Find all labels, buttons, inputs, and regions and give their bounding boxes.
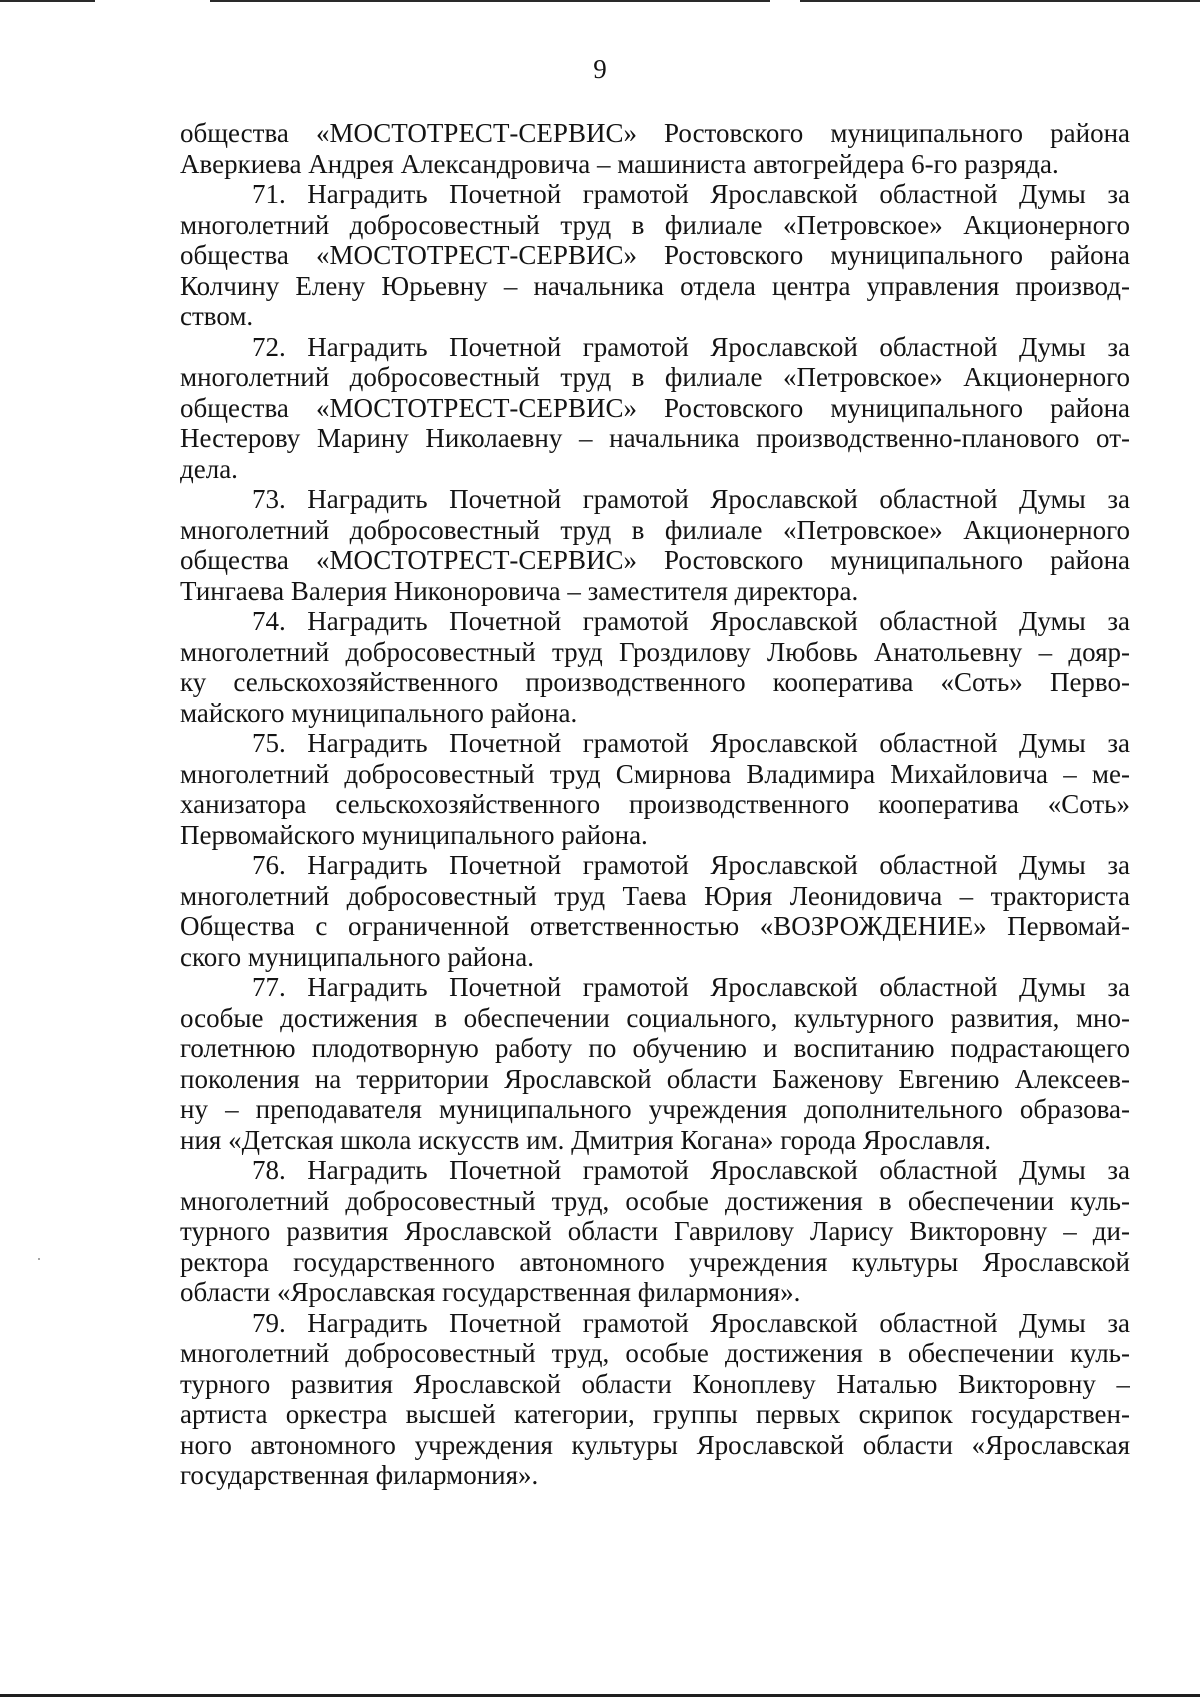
text-line: многолетний добросовестный труд в филиале «Петровское» Акционерного [180,362,1130,392]
scan-speck [38,1258,40,1260]
text-line: особые достижения в обеспечении социального, культурного развития, мно- [180,1002,1130,1033]
text-line: многолетний добросовестный труд, особые достижения в обеспечении куль- [180,1338,1130,1368]
text-line: ханизатора сельскохозяйственного производственного кооператива «Соть» [180,789,1130,819]
text-line: 78. Наградить Почетной грамотой Ярославской областной Думы за [252,1155,1130,1185]
text-line: турного развития Ярославской области Гаврилову Ларису Викторовну – ди- [180,1216,1130,1246]
text-line: 71. Наградить Почетной грамотой Ярославской областной Думы за [252,179,1130,209]
text-line: Общества с ограниченной ответственностью «ВОЗРОЖДЕНИЕ» Первомай- [180,911,1130,941]
text-line: 72. Наградить Почетной грамотой Ярославской областной Думы за [252,331,1130,362]
text-line: ректора государственного автономного учреждения культуры Ярославской [180,1246,1130,1277]
text-line: майского муниципального района. [180,697,578,728]
text-line: Нестерову Марину Николаевну – начальника производственно-планового от- [180,423,1130,453]
document-body [180,118,1130,1491]
page-number: 9 [593,54,607,84]
paragraph [180,118,1130,179]
paragraph [180,179,1130,332]
text-line: Колчину Елену Юрьевну – начальника отдела центра управления производ- [180,270,1130,301]
text-line: 76. Наградить Почетной грамотой Ярославской областной Думы за [252,850,1130,880]
text-line: дела. [180,453,238,484]
text-line: государственная филармония». [180,1460,539,1490]
paragraph [180,1155,1130,1308]
paragraph [180,1308,1130,1491]
text-line: общества «МОСТОТРЕСТ-СЕРВИС» Ростовского муниципального района [180,118,1130,148]
text-line: Тингаева Валерия Никоноровича – заместителя директора. [180,575,859,606]
text-line: многолетний добросовестный труд Смирнова Владимира Михайловича – ме- [180,758,1130,789]
text-line: 73. Наградить Почетной грамотой Ярославской областной Думы за [252,484,1130,514]
text-line: многолетний добросовестный труд в филиале «Петровское» Акционерного [180,209,1130,240]
text-line: голетнюю плодотворную работу по обучению и воспитанию подрастающего [180,1033,1130,1063]
text-line: ку сельскохозяйственного производственного кооператива «Соть» Перво- [180,667,1130,697]
paragraph [180,850,1130,972]
scan-edge-top-mid [210,0,770,2]
text-line: ством. [180,301,254,331]
text-line: 75. Наградить Почетной грамотой Ярославской областной Думы за [252,728,1130,758]
text-line: многолетний добросовестный труд Таева Юрия Леонидовича – тракториста [180,880,1130,911]
text-line: 79. Наградить Почетной грамотой Ярославской областной Думы за [252,1307,1130,1338]
text-line: артиста оркестра высшей категории, группы первых скрипок государствен- [180,1399,1130,1429]
paragraph [180,332,1130,485]
text-line: многолетний добросовестный труд Гроздилову Любовь Анатольевну – дояр- [180,636,1130,667]
paragraph [180,972,1130,1155]
text-line: поколения на территории Ярославской области Баженову Евгению Алексеев- [180,1063,1130,1094]
text-line: ного автономного учреждения культуры Ярославской области «Ярославская [180,1429,1130,1460]
paragraph [180,484,1130,606]
text-line: многолетний добросовестный труд, особые достижения в обеспечении куль- [180,1185,1130,1216]
text-line: 77. Наградить Почетной грамотой Ярославской областной Думы за [252,972,1130,1002]
scan-edge-top-left [0,0,95,2]
text-line: ну – преподавателя муниципального учреждения дополнительного образова- [180,1094,1130,1124]
text-line: Первомайского муниципального района. [180,819,648,850]
text-line: общества «МОСТОТРЕСТ-СЕРВИС» Ростовского муниципального района [180,240,1130,270]
text-line: многолетний добросовестный труд в филиале «Петровское» Акционерного [180,514,1130,545]
text-line: Аверкиева Андрея Александровича – машиниста автогрейдера 6-го разряда. [180,148,1059,179]
text-line: ния «Детская школа искусств им. Дмитрия Когана» города Ярославля. [180,1124,991,1155]
text-line: области «Ярославская государственная филармония». [180,1277,801,1307]
text-line: общества «МОСТОТРЕСТ-СЕРВИС» Ростовского муниципального района [180,392,1130,423]
text-line: ского муниципального района. [180,941,534,972]
text-line: общества «МОСТОТРЕСТ-СЕРВИС» Ростовского муниципального района [180,545,1130,575]
paragraph [180,728,1130,850]
scan-edge-top-right [800,0,1200,2]
paragraph [180,606,1130,728]
text-line: 74. Наградить Почетной грамотой Ярославской областной Думы за [252,606,1130,636]
text-line: турного развития Ярославской области Коноплеву Наталью Викторовну – [180,1368,1130,1399]
